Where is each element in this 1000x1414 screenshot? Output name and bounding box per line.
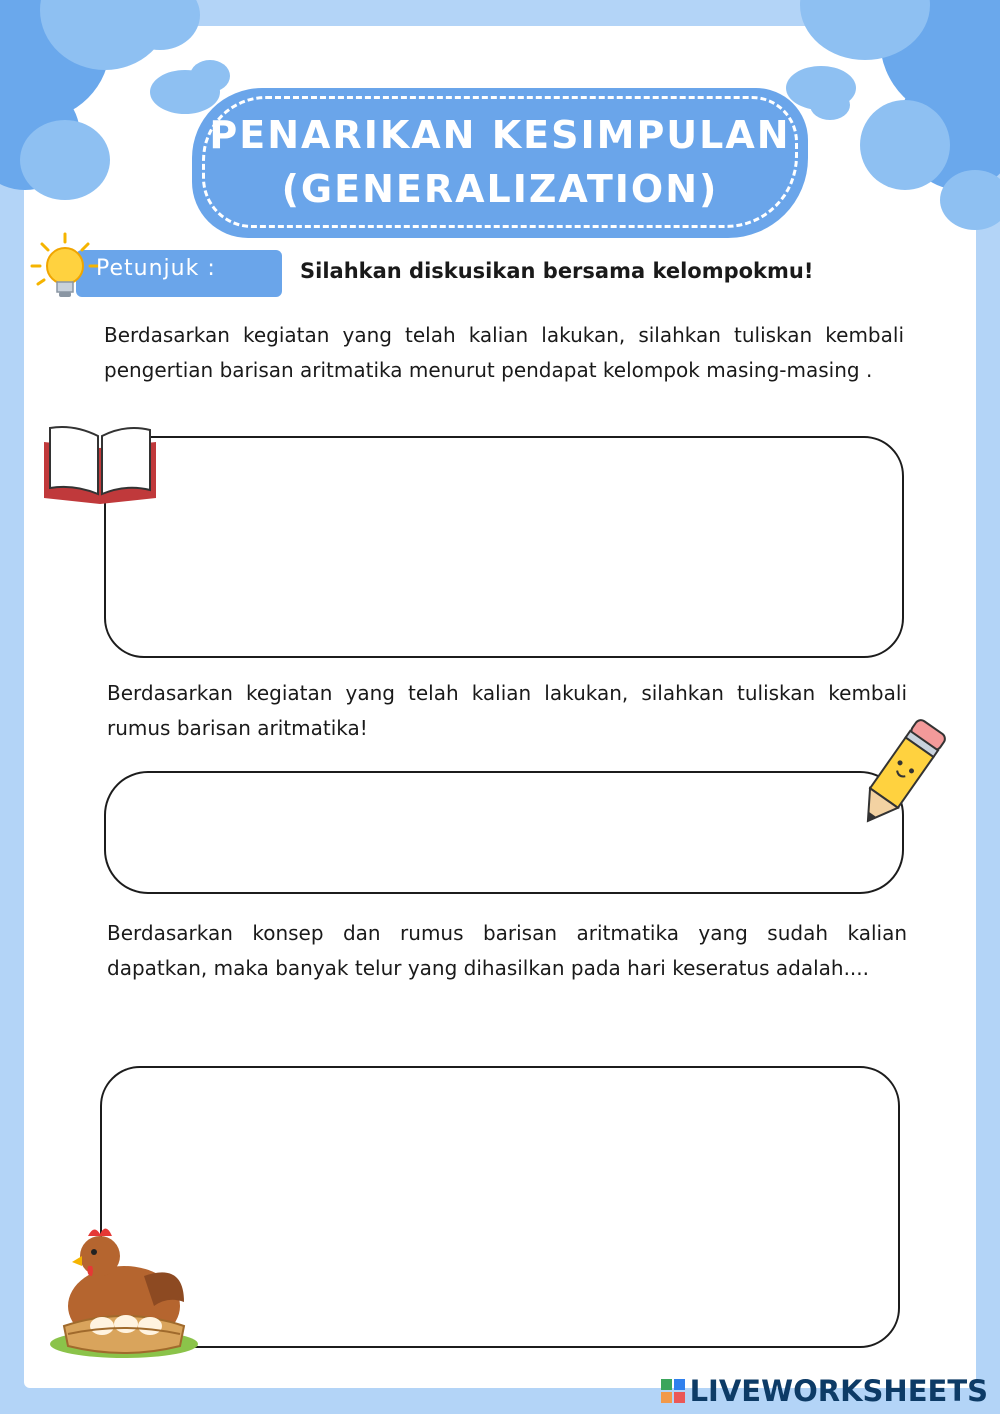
page-title-line1: PENARIKAN KESIMPULAN — [209, 113, 791, 157]
liveworksheets-logo-icon — [660, 1378, 686, 1404]
question-2-text: Berdasarkan kegiatan yang telah kalian lakukan, silahkan tuliskan kembali rumus barisan aritmatika! — [107, 681, 907, 740]
watermark-text: LIVEWORKSHEETS — [689, 1374, 988, 1408]
page-title-line2: (GENERALIZATION) — [281, 167, 719, 211]
instruction-text: Silahkan diskusikan bersama kelompokmu! — [300, 259, 814, 283]
lightbulb-icon — [30, 232, 100, 306]
question-1-text: Berdasarkan kegiatan yang telah kalian lakukan, silahkan tuliskan kembali pengertian barisan aritmatika menurut pendapat kelompok masing-masing . — [104, 323, 904, 382]
pencil-icon — [854, 714, 950, 834]
answer-box-3[interactable] — [100, 1066, 900, 1348]
question-3-text: Berdasarkan konsep dan rumus barisan aritmatika yang sudah kalian dapatkan, maka banyak telur yang dihasilkan pada hari keseratus adalah.... — [107, 921, 907, 980]
page-title — [192, 108, 808, 216]
liveworksheets-watermark — [660, 1374, 988, 1408]
answer-box-1[interactable] — [104, 436, 904, 658]
petunjuk-label: Petunjuk : — [96, 256, 216, 281]
hen-on-nest-icon — [44, 1206, 204, 1366]
open-book-icon — [40, 420, 160, 510]
answer-box-2[interactable] — [104, 771, 904, 894]
